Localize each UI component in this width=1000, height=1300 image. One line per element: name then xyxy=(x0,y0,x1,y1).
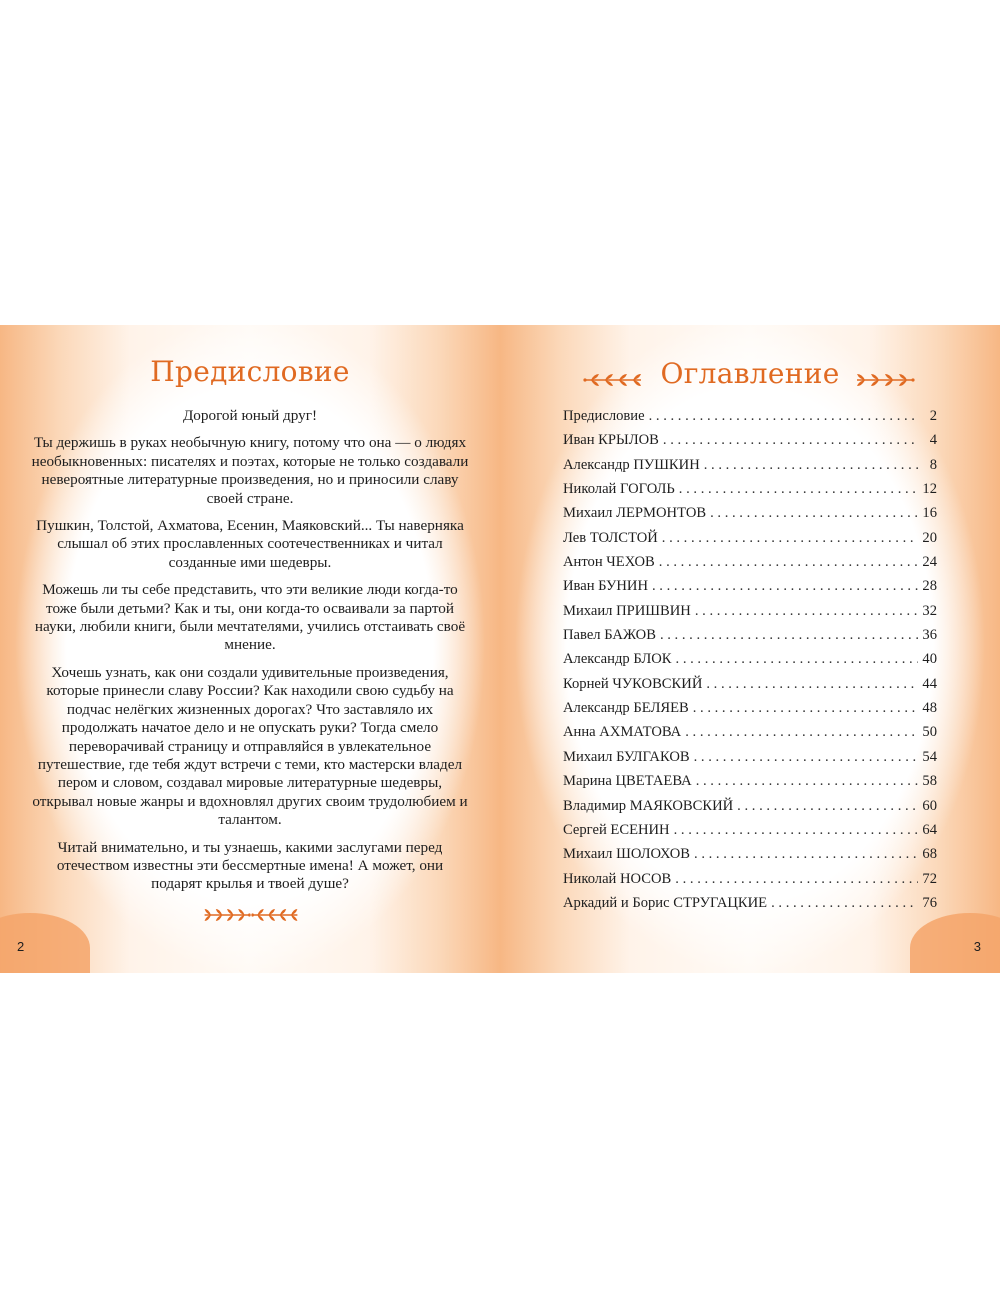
toc-entry[interactable] xyxy=(563,627,937,651)
leader-dots xyxy=(695,603,919,620)
toc-page: 68 xyxy=(922,846,937,863)
toc-entry[interactable] xyxy=(563,724,937,748)
toc-entry[interactable] xyxy=(563,481,937,505)
toc-title: Михаил ЛЕРМОНТОВ xyxy=(563,505,707,522)
left-page xyxy=(0,325,500,973)
toc-page: 48 xyxy=(922,700,937,717)
leader-dots xyxy=(679,481,919,498)
toc-page: 44 xyxy=(922,675,937,692)
toc-title: Корней ЧУКОВСКИЙ xyxy=(563,675,703,692)
leader-dots xyxy=(663,432,919,449)
leader-dots xyxy=(704,457,919,474)
leader-dots xyxy=(675,871,918,888)
page-number: 2 xyxy=(17,939,25,954)
toc-page: 8 xyxy=(929,456,937,473)
toc-title: Антон ЧЕХОВ xyxy=(563,554,655,571)
leaf-sprig-icon xyxy=(203,906,299,924)
toc-title: Михаил ПРИШВИН xyxy=(563,602,691,619)
toc-title: Павел БАЖОВ xyxy=(563,627,656,644)
leader-dots xyxy=(693,700,919,717)
leader-dots xyxy=(696,773,919,790)
toc-title: Николай ГОГОЛЬ xyxy=(563,481,675,498)
toc-title: Михаил БУЛГАКОВ xyxy=(563,748,690,765)
toc-page: 16 xyxy=(922,505,937,522)
page-title: Оглавление xyxy=(660,357,840,390)
toc-page: 28 xyxy=(922,578,937,595)
paragraph: Ты держишь в руках необычную книгу, потому что она — о людях необыкновенных: писателях и поэтах, которые не только создавали невероятные литературные произведения, но и приносили славу своей стране. xyxy=(31,434,469,507)
leader-dots xyxy=(674,822,919,839)
toc-page: 64 xyxy=(922,821,937,838)
toc-page: 24 xyxy=(922,554,937,571)
leader-dots xyxy=(676,651,919,668)
leader-dots xyxy=(694,846,918,863)
toc-title: Николай НОСОВ xyxy=(563,870,672,887)
toc-entry[interactable] xyxy=(563,749,937,773)
paragraph: Пушкин, Толстой, Ахматова, Есенин, Маяковский... Ты наверняка слышал об этих прославленных соотечественниках и читал созданные ими шедевры. xyxy=(36,517,464,571)
toc-page: 2 xyxy=(929,408,937,424)
leader-dots xyxy=(660,627,918,644)
toc-page: 76 xyxy=(922,894,937,911)
leader-dots xyxy=(771,895,918,912)
leader-dots xyxy=(694,749,919,766)
toc-entry[interactable] xyxy=(563,895,937,919)
paragraph: Читай внимательно, и ты узнаешь, какими заслугами перед отечеством известны эти бессмертные имена! А может, они подарят крылья и твоей душе? xyxy=(56,838,444,893)
toc-title: Аркадий и Борис СТРУГАЦКИЕ xyxy=(563,894,768,911)
right-page xyxy=(500,325,1000,973)
leader-dots xyxy=(652,578,918,595)
toc-title: Михаил ШОЛОХОВ xyxy=(563,846,691,863)
paragraph: Можешь ли ты себе представить, что эти великие люди когда-то тоже были детьми? Как и ты, они когда-то осваивали за партой науки, любили книги, были мечтателями, учились отстаивать своё мнение. xyxy=(34,581,466,654)
toc-title: Сергей ЕСЕНИН xyxy=(563,821,670,838)
toc-page: 58 xyxy=(922,773,937,790)
toc-page: 4 xyxy=(929,432,937,449)
toc-entry[interactable] xyxy=(563,700,937,724)
leader-dots xyxy=(737,798,918,815)
greeting: Дорогой юный друг! xyxy=(182,407,318,424)
toc-title: Александр ПУШКИН xyxy=(563,456,700,473)
toc-entry[interactable] xyxy=(563,798,937,822)
toc-page: 36 xyxy=(922,627,937,644)
leader-dots xyxy=(659,554,919,571)
toc-title: Анна АХМАТОВА xyxy=(563,724,682,741)
toc-title: Марина ЦВЕТАЕВА xyxy=(563,773,692,790)
leader-dots xyxy=(649,408,919,425)
toc-entry[interactable] xyxy=(563,822,937,846)
preface-text xyxy=(30,407,470,903)
toc-entry[interactable] xyxy=(563,871,937,895)
toc-entry[interactable] xyxy=(563,530,937,554)
page-number: 3 xyxy=(973,939,981,954)
toc-page: 54 xyxy=(922,748,937,765)
toc-entry[interactable] xyxy=(563,651,937,675)
leader-dots xyxy=(685,724,918,741)
toc-entry[interactable] xyxy=(563,457,937,481)
toc-page: 60 xyxy=(922,797,937,814)
toc-title: Александр БЛОК xyxy=(563,651,672,668)
toc-title: Иван КРЫЛОВ xyxy=(563,432,659,449)
book-spread xyxy=(0,325,1000,973)
toc-page: 20 xyxy=(922,529,937,546)
page-title: Предисловие xyxy=(150,355,350,388)
toc-title: Лев ТОЛСТОЙ xyxy=(563,529,658,546)
toc-title: Александр БЕЛЯЕВ xyxy=(563,700,689,717)
toc-entry[interactable] xyxy=(563,578,937,602)
leaf-sprig-icon xyxy=(852,371,918,389)
toc-page: 32 xyxy=(922,602,937,619)
toc-entry[interactable] xyxy=(563,554,937,578)
corner-decoration xyxy=(0,913,90,973)
toc-title: Иван БУНИН xyxy=(563,578,648,595)
toc-page: 40 xyxy=(922,651,937,668)
toc-page: 72 xyxy=(922,870,937,887)
toc-entry[interactable] xyxy=(563,676,937,700)
toc-entry[interactable] xyxy=(563,846,937,870)
toc-entry[interactable] xyxy=(563,603,937,627)
toc-page: 12 xyxy=(922,481,937,498)
table-of-contents xyxy=(563,408,937,919)
leader-dots xyxy=(710,505,918,522)
paragraph: Хочешь узнать, как они создали удивительные произведения, которые принесли славу России? Как находили свою судьбу на подчас нелёгких жизненных дорогах? Что заставляло их продолжать начатое дело и не опускать руки? Тогда смело переворачивай страницу и отправляйся в увлекательное путешествие, где тебя ждут встречи с теми, кто мастерски владел пером и словом, создавал мировые литературные шедевры, открывал новые жанры и вдохновлял других своим трудолюбием и талантом. xyxy=(32,663,468,829)
toc-entry[interactable] xyxy=(563,432,937,456)
toc-page: 50 xyxy=(922,724,937,741)
leader-dots xyxy=(662,530,919,547)
leader-dots xyxy=(706,676,918,693)
toc-entry[interactable] xyxy=(563,408,937,432)
toc-title: Владимир МАЯКОВСКИЙ xyxy=(563,797,734,814)
toc-entry[interactable] xyxy=(563,505,937,529)
corner-decoration xyxy=(910,913,1000,973)
toc-entry[interactable] xyxy=(563,773,937,797)
toc-title: Предисловие xyxy=(563,408,645,424)
